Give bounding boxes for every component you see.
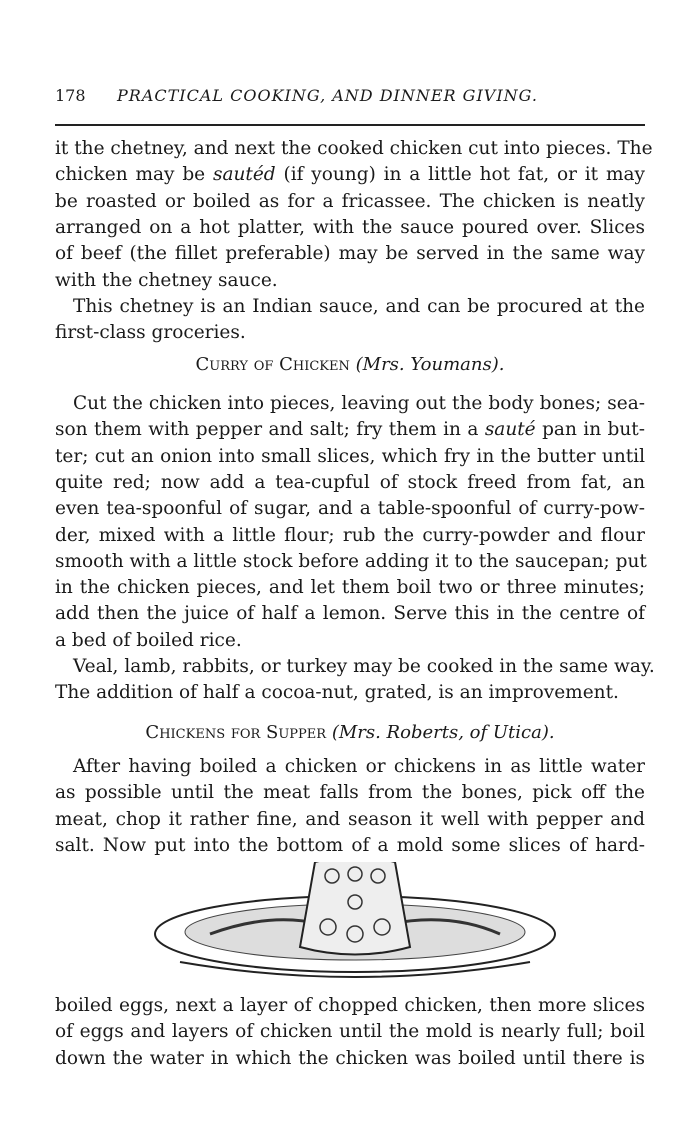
- heading-curry-of-chicken: [55, 354, 645, 375]
- text-line: in the chicken pieces, and let them boil two or three minutes;: [55, 577, 645, 599]
- text-line: der, mixed with a little flour; rub the curry-powder and flour: [55, 524, 645, 546]
- text-span: chicken may be: [55, 164, 213, 186]
- text-line: arranged on a hot platter, with the sauce poured over. Slices: [55, 216, 645, 238]
- text-line: a bed of boiled rice.: [55, 629, 242, 651]
- text-line: Cut the chicken into pieces, leaving out the body bones; sea-: [73, 393, 645, 414]
- running-title: PRACTICAL COOKING, AND DINNER GIVING.: [117, 86, 538, 105]
- heading-author: (Mrs. Youmans).: [355, 354, 505, 375]
- heading-author: (Mrs. Roberts, of Utica).: [331, 722, 555, 743]
- heading-title: Chickens for Supper: [145, 722, 327, 743]
- text-line: The addition of half a cocoa-nut, grated, is an improvement.: [55, 682, 619, 704]
- header-rule: [55, 124, 645, 126]
- text-line: After having boiled a chicken or chickens in as little water: [73, 756, 645, 777]
- text-line: This chetney is an Indian sauce, and can be procured at the: [73, 295, 645, 317]
- text-line: [55, 419, 645, 441]
- chicken-mold-illustration: [150, 862, 560, 982]
- text-line: add then the juice of half a lemon. Serve this in the centre of: [55, 603, 645, 625]
- text-line: salt. Now put into the bottom of a mold some slices of hard-: [55, 834, 645, 856]
- text-line: with the chetney sauce.: [55, 269, 278, 291]
- text-line: as possible until the meat falls from the bones, pick off the: [55, 782, 645, 804]
- text-span: son them with pepper and salt; fry them in a: [55, 419, 485, 441]
- italic-word: sautéd: [212, 164, 276, 186]
- page-number: 178: [55, 86, 86, 105]
- text-span: pan in but-: [535, 419, 645, 441]
- text-line: of eggs and layers of chicken until the mold is nearly full; boil: [55, 1021, 645, 1043]
- text-line: it the chetney, and next the cooked chicken cut into pieces. The: [55, 138, 653, 159]
- text-line: be roasted or boiled as for a fricassee. The chicken is neatly: [55, 190, 645, 212]
- heading-chickens-for-supper: [55, 722, 645, 743]
- text-line: Veal, lamb, rabbits, or turkey may be cooked in the same way.: [73, 656, 655, 677]
- text-line: smooth with a little stock before adding it to the saucepan; put: [55, 550, 647, 572]
- text-line: ter; cut an onion into small slices, which fry in the butter until: [55, 445, 645, 467]
- text-line: of beef (the fillet preferable) may be served in the same way: [55, 243, 645, 265]
- text-line: meat, chop it rather fine, and season it well with pepper and: [55, 808, 645, 830]
- heading-title: Curry of Chicken: [195, 354, 350, 375]
- text-line: even tea-spoonful of sugar, and a table-spoonful of curry-pow-: [55, 498, 645, 520]
- text-line: boiled eggs, next a layer of chopped chicken, then more slices: [55, 995, 645, 1016]
- text-line: [55, 164, 645, 186]
- text-line: down the water in which the chicken was boiled until there is: [55, 1047, 645, 1069]
- text-span: (if young) in a little hot fat, or it may: [275, 164, 645, 186]
- italic-word: sauté: [484, 419, 536, 441]
- text-line: quite red; now add a tea-cupful of stock freed from fat, an: [55, 471, 645, 493]
- text-line: first-class groceries.: [55, 322, 246, 344]
